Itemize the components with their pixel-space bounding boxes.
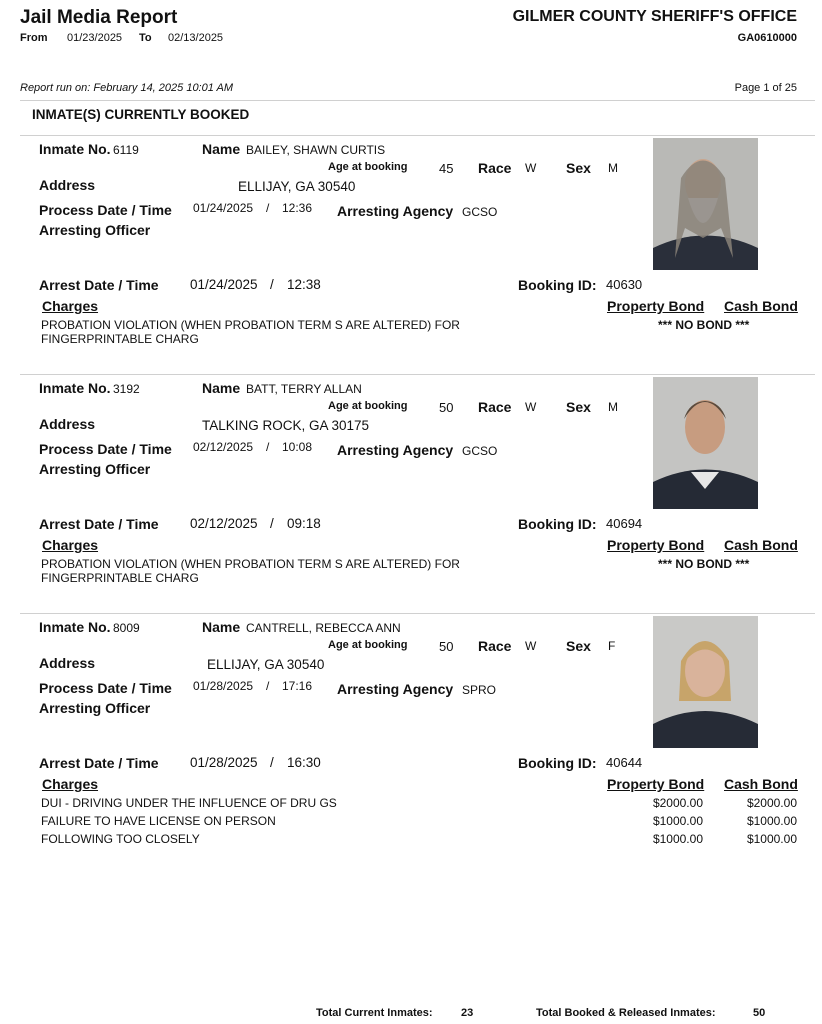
race-label: Race — [478, 160, 512, 176]
race-value: W — [525, 639, 537, 653]
booking-id-label: Booking ID: — [518, 516, 597, 532]
arrest-date: 02/12/2025 — [190, 516, 258, 531]
charges-label: Charges — [42, 776, 99, 792]
booking-id-label: Booking ID: — [518, 277, 597, 293]
total-booked-value: 50 — [753, 1007, 766, 1019]
total-current-label: Total Current Inmates: — [316, 1007, 433, 1019]
race-label: Race — [478, 399, 512, 415]
process-date: 01/28/2025 — [193, 679, 254, 693]
arresting-officer-label: Arresting Officer — [39, 222, 151, 238]
arresting-agency-label: Arresting Agency — [337, 681, 454, 697]
sex-label: Sex — [566, 399, 591, 415]
age-value: 50 — [439, 639, 454, 654]
report-title: Jail Media Report — [20, 7, 178, 28]
sex-label: Sex — [566, 160, 591, 176]
charge-description: FOLLOWING TOO CLOSELY — [41, 832, 200, 846]
process-date-label: Process Date / Time — [39, 680, 172, 696]
address-label: Address — [39, 177, 96, 193]
no-bond: *** NO BOND *** — [658, 318, 750, 332]
address-value: ELLIJAY, GA 30540 — [238, 179, 356, 194]
slash: / — [270, 755, 274, 770]
total-current-value: 23 — [461, 1007, 474, 1019]
inmate-name: BAILEY, SHAWN CURTIS — [246, 143, 386, 157]
from-label: From — [20, 32, 48, 44]
address-value: TALKING ROCK, GA 30175 — [202, 418, 370, 433]
charges-label: Charges — [42, 298, 99, 314]
property-bond-label: Property Bond — [607, 776, 705, 792]
sex-value: M — [608, 400, 618, 414]
name-label: Name — [202, 619, 241, 635]
page-number: Page 1 of 25 — [734, 82, 797, 94]
arrest-date-label: Arrest Date / Time — [39, 277, 159, 293]
agency-name: GILMER COUNTY SHERIFF'S OFFICE — [512, 8, 797, 25]
age-value: 50 — [439, 400, 454, 415]
process-date: 01/24/2025 — [193, 201, 254, 215]
inmate-photo — [653, 616, 758, 748]
process-date-label: Process Date / Time — [39, 202, 172, 218]
inmate-no: 6119 — [113, 143, 139, 157]
charge-line: PROBATION VIOLATION (WHEN PROBATION TERM S ARE ALTERED) FOR — [41, 557, 460, 571]
property-bond-value: $1000.00 — [652, 814, 703, 828]
arrest-time: 09:18 — [287, 516, 321, 531]
inmate-photo — [653, 377, 758, 509]
age-value: 45 — [439, 161, 454, 176]
name-label: Name — [202, 141, 241, 157]
arresting-officer-label: Arresting Officer — [39, 700, 151, 716]
cash-bond-label: Cash Bond — [724, 298, 798, 314]
property-bond-value: $1000.00 — [652, 832, 703, 846]
inmate-no-label: Inmate No. — [39, 619, 111, 635]
cash-bond-label: Cash Bond — [724, 537, 798, 553]
process-time: 10:08 — [282, 440, 313, 454]
booking-id: 40644 — [606, 755, 643, 770]
process-time: 12:36 — [282, 201, 313, 215]
arresting-agency-label: Arresting Agency — [337, 442, 454, 458]
to-date: 02/13/2025 — [168, 32, 224, 44]
arresting-agency: SPRO — [462, 683, 497, 697]
process-date: 02/12/2025 — [193, 440, 254, 454]
arrest-date-label: Arrest Date / Time — [39, 755, 159, 771]
arresting-agency: GCSO — [462, 205, 498, 219]
section-title: INMATE(S) CURRENTLY BOOKED — [32, 107, 250, 122]
race-value: W — [525, 161, 537, 175]
slash: / — [266, 679, 270, 693]
address-label: Address — [39, 416, 96, 432]
record-rule — [20, 613, 815, 614]
charge-description: FAILURE TO HAVE LICENSE ON PERSON — [41, 814, 276, 828]
arrest-time: 16:30 — [287, 755, 321, 770]
arrest-date: 01/24/2025 — [190, 277, 258, 292]
from-date: 01/23/2025 — [67, 32, 123, 44]
inmate-no-label: Inmate No. — [39, 141, 111, 157]
to-label: To — [139, 32, 152, 44]
slash: / — [266, 440, 270, 454]
arresting-agency-label: Arresting Agency — [337, 203, 454, 219]
address-value: ELLIJAY, GA 30540 — [207, 657, 325, 672]
charges-label: Charges — [42, 537, 99, 553]
header-rule — [20, 100, 815, 101]
cash-bond-label: Cash Bond — [724, 776, 798, 792]
slash: / — [266, 201, 270, 215]
charge-line: FINGERPRINTABLE CHARG — [41, 332, 199, 346]
agency-code: GA0610000 — [737, 32, 797, 44]
arresting-officer-label: Arresting Officer — [39, 461, 151, 477]
age-label: Age at booking — [328, 400, 408, 412]
name-label: Name — [202, 380, 241, 396]
process-time: 17:16 — [282, 679, 313, 693]
slash: / — [270, 277, 274, 292]
sex-value: M — [608, 161, 618, 175]
cash-bond-value: $1000.00 — [746, 832, 797, 846]
arrest-date: 01/28/2025 — [190, 755, 258, 770]
arrest-time: 12:38 — [287, 277, 321, 292]
inmate-name: BATT, TERRY ALLAN — [246, 382, 362, 396]
section-rule — [20, 135, 815, 136]
record-rule — [20, 374, 815, 375]
race-value: W — [525, 400, 537, 414]
inmate-no: 3192 — [113, 382, 140, 396]
slash: / — [270, 516, 274, 531]
booking-id-label: Booking ID: — [518, 755, 597, 771]
age-label: Age at booking — [328, 639, 408, 651]
race-label: Race — [478, 638, 512, 654]
arresting-agency: GCSO — [462, 444, 498, 458]
arrest-date-label: Arrest Date / Time — [39, 516, 159, 532]
booking-id: 40630 — [606, 277, 643, 292]
property-bond-value: $2000.00 — [652, 796, 703, 810]
age-label: Age at booking — [328, 161, 408, 173]
address-label: Address — [39, 655, 96, 671]
process-date-label: Process Date / Time — [39, 441, 172, 457]
sex-value: F — [608, 639, 616, 653]
no-bond: *** NO BOND *** — [658, 557, 750, 571]
inmate-no: 8009 — [113, 621, 140, 635]
cash-bond-value: $1000.00 — [746, 814, 797, 828]
total-booked-label: Total Booked & Released Inmates: — [536, 1007, 716, 1019]
charge-description: DUI - DRIVING UNDER THE INFLUENCE OF DRU GS — [41, 796, 337, 810]
cash-bond-value: $2000.00 — [746, 796, 797, 810]
charge-line: PROBATION VIOLATION (WHEN PROBATION TERM S ARE ALTERED) FOR — [41, 318, 460, 332]
booking-id: 40694 — [606, 516, 643, 531]
inmate-photo — [653, 138, 758, 270]
inmate-name: CANTRELL, REBECCA ANN — [246, 621, 401, 635]
inmate-no-label: Inmate No. — [39, 380, 111, 396]
charge-line: FINGERPRINTABLE CHARG — [41, 571, 199, 585]
property-bond-label: Property Bond — [607, 537, 705, 553]
property-bond-label: Property Bond — [607, 298, 705, 314]
report-run-on: Report run on: February 14, 2025 10:01 AM — [20, 82, 233, 94]
sex-label: Sex — [566, 638, 591, 654]
